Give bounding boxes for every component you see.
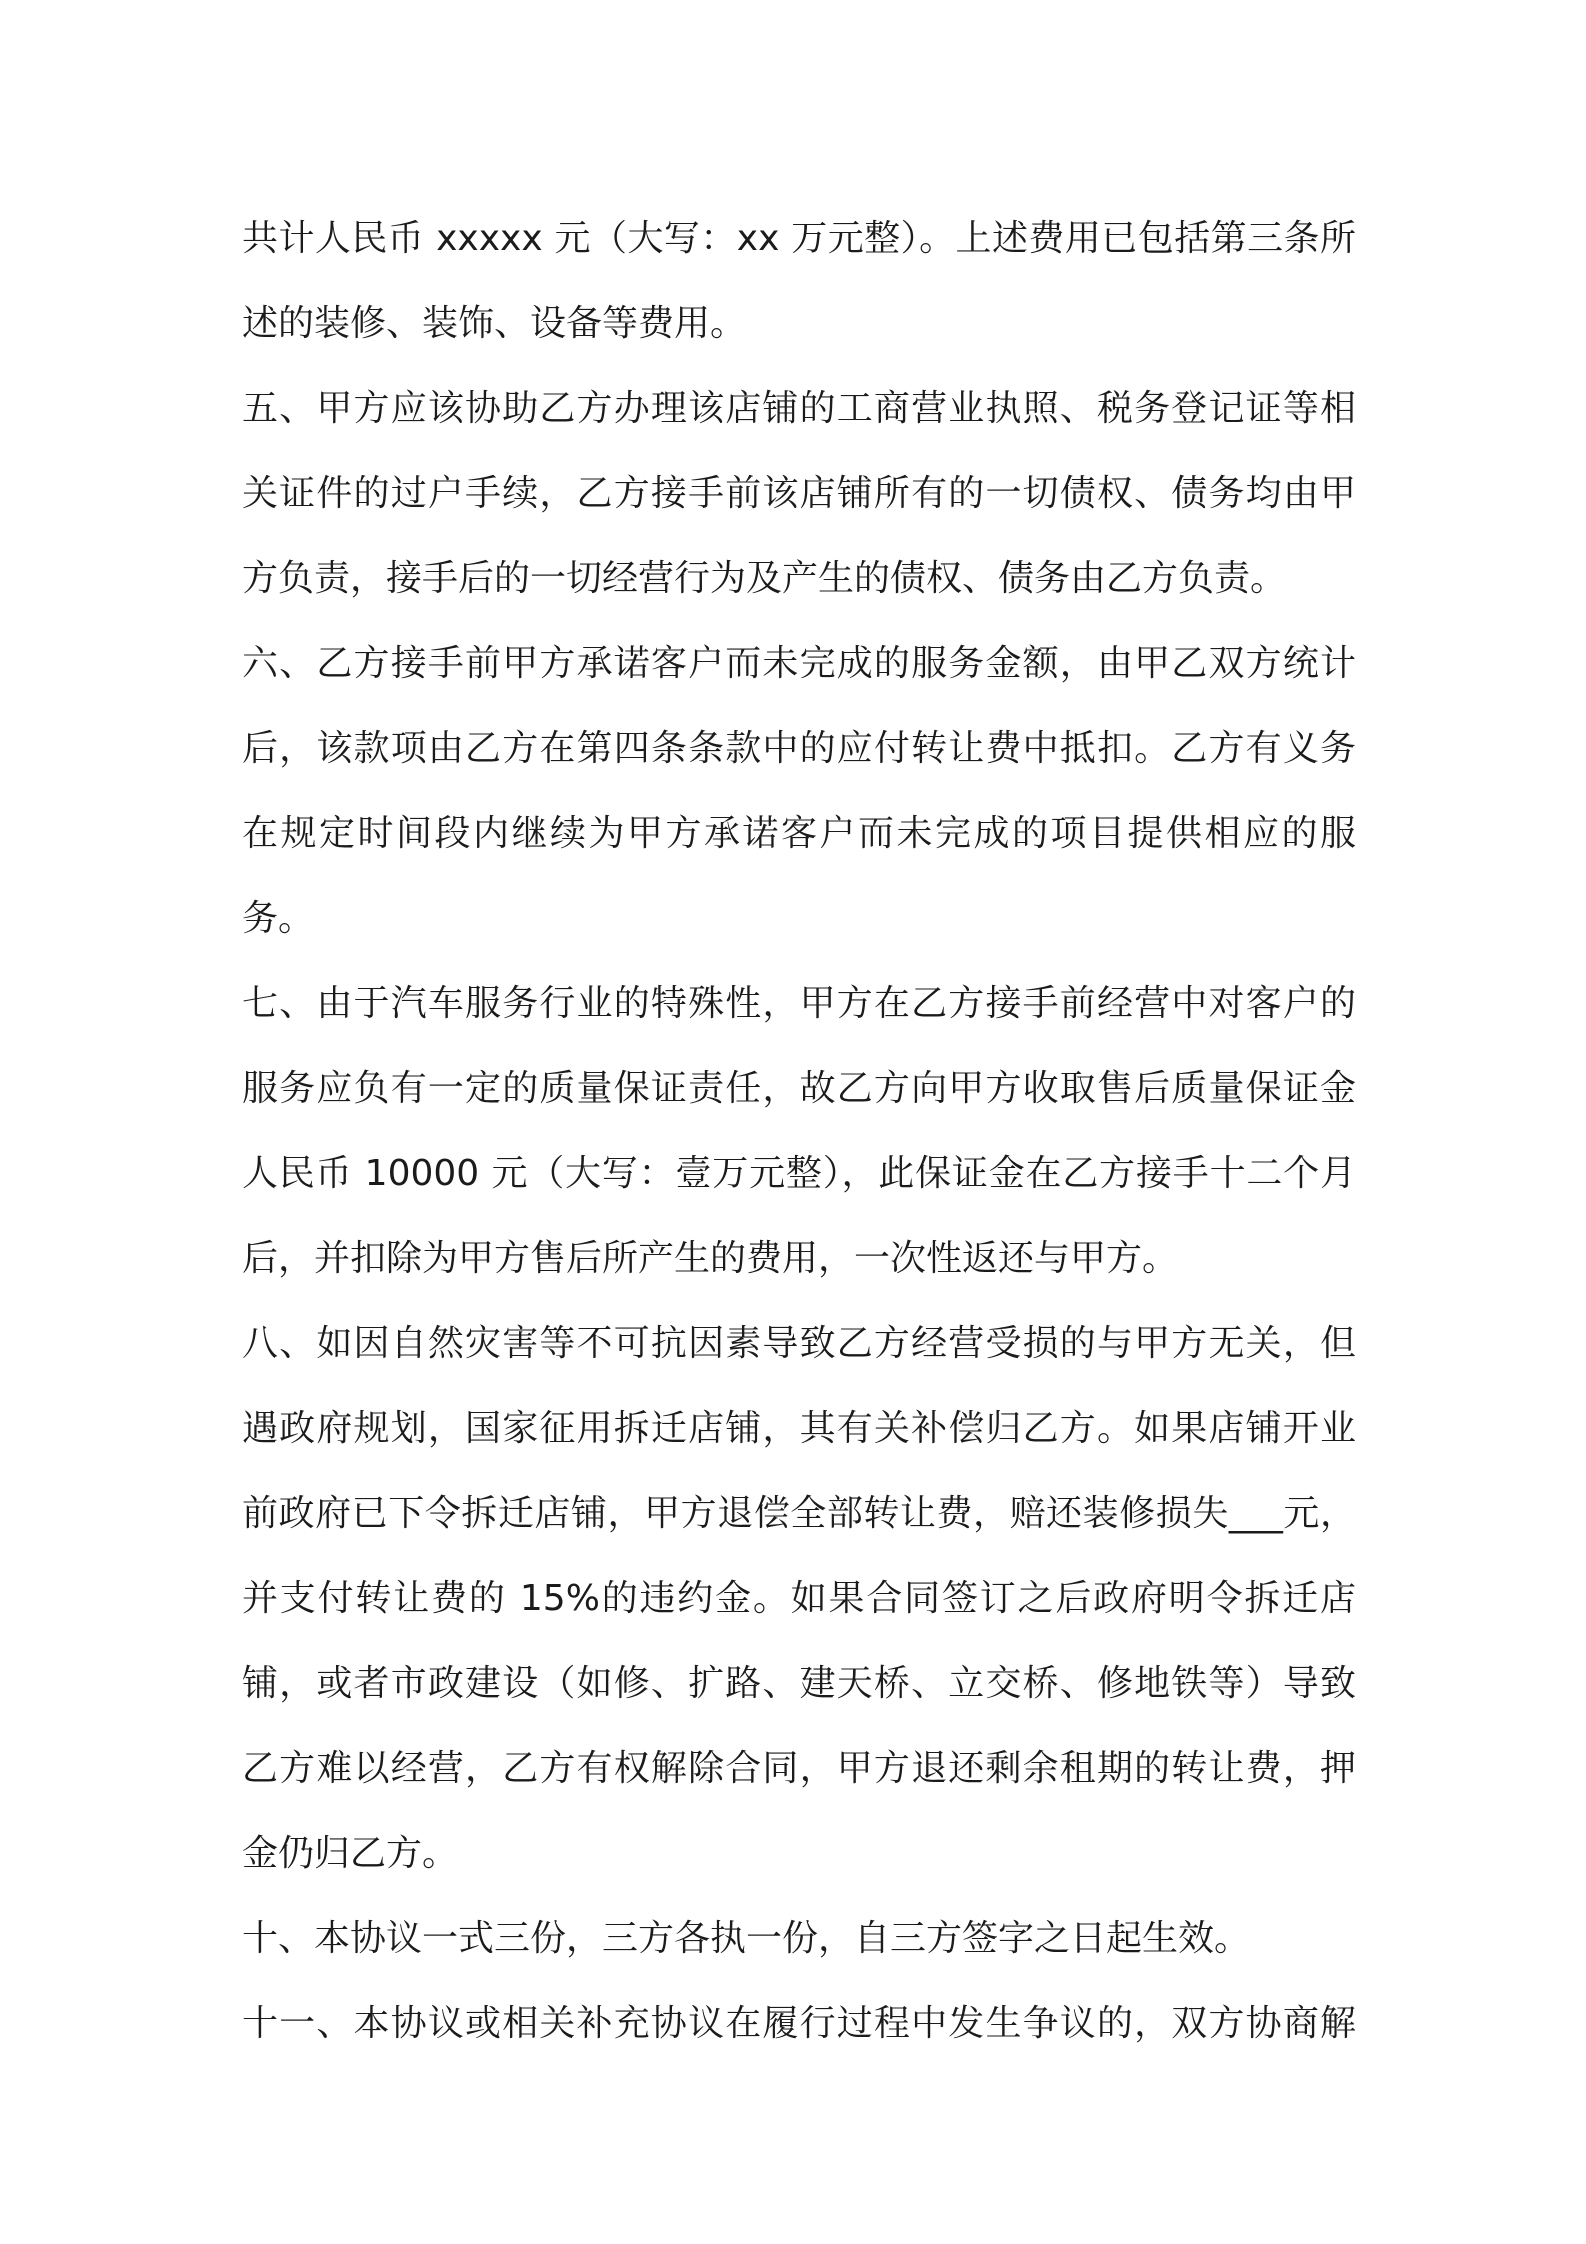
text-line-3: 五、甲方应该协助乙方办理该店铺的工商营业执照、税务登记证等相 <box>242 388 1356 429</box>
text-line-11: 服务应负有一定的质量保证责任，故乙方向甲方收取售后质量保证金 <box>242 1068 1356 1109</box>
text-line-9: 务。 <box>242 898 315 939</box>
text-line-2: 述的装修、装饰、设备等费用。 <box>242 303 747 344</box>
text-line-22: 十一、本协议或相关补充协议在履行过程中发生争议的，双方协商解 <box>242 2003 1356 2044</box>
text-line-13: 后，并扣除为甲方售后所产生的费用，一次性返还与甲方。 <box>242 1238 1179 1279</box>
text-line-21: 十、本协议一式三份，三方各执一份，自三方签字之日起生效。 <box>242 1918 1251 1959</box>
text-line-4: 关证件的过户手续，乙方接手前该店铺所有的一切债权、债务均由甲 <box>242 473 1356 514</box>
text-line-12: 人民币 10000 元（大写：壹万元整），此保证金在乙方接手十二个月 <box>242 1153 1356 1194</box>
text-line-15: 遇政府规划，国家征用拆迁店铺，其有关补偿归乙方。如果店铺开业 <box>242 1408 1356 1449</box>
text-line-20: 金仍归乙方。 <box>242 1833 459 1874</box>
text-line-10: 七、由于汽车服务行业的特殊性，甲方在乙方接手前经营中对客户的 <box>242 983 1356 1024</box>
text-line-7: 后，该款项由乙方在第四条条款中的应付转让费中抵扣。乙方有义务 <box>242 728 1356 769</box>
text-line-16: 前政府已下令拆迁店铺，甲方退偿全部转让费，赔还装修损失___元， <box>242 1493 1356 1534</box>
text-line-18: 铺，或者市政建设（如修、扩路、建天桥、立交桥、修地铁等）导致 <box>242 1663 1356 1704</box>
text-line-5: 方负责，接手后的一切经营行为及产生的债权、债务由乙方负责。 <box>242 558 1287 599</box>
text-line-14: 八、如因自然灾害等不可抗因素导致乙方经营受损的与甲方无关，但 <box>242 1323 1356 1364</box>
text-line-1: 共计人民币 xxxxx 元（大写：xx 万元整）。上述费用已包括第三条所 <box>242 218 1356 259</box>
document-body <box>242 196 1356 2066</box>
text-line-6: 六、乙方接手前甲方承诺客户而未完成的服务金额，由甲乙双方统计 <box>242 643 1356 684</box>
text-line-17: 并支付转让费的 15%的违约金。如果合同签订之后政府明令拆迁店 <box>242 1578 1356 1619</box>
text-line-19: 乙方难以经营，乙方有权解除合同，甲方退还剩余租期的转让费，押 <box>242 1748 1356 1789</box>
text-line-8: 在规定时间段内继续为甲方承诺客户而未完成的项目提供相应的服 <box>242 813 1356 854</box>
